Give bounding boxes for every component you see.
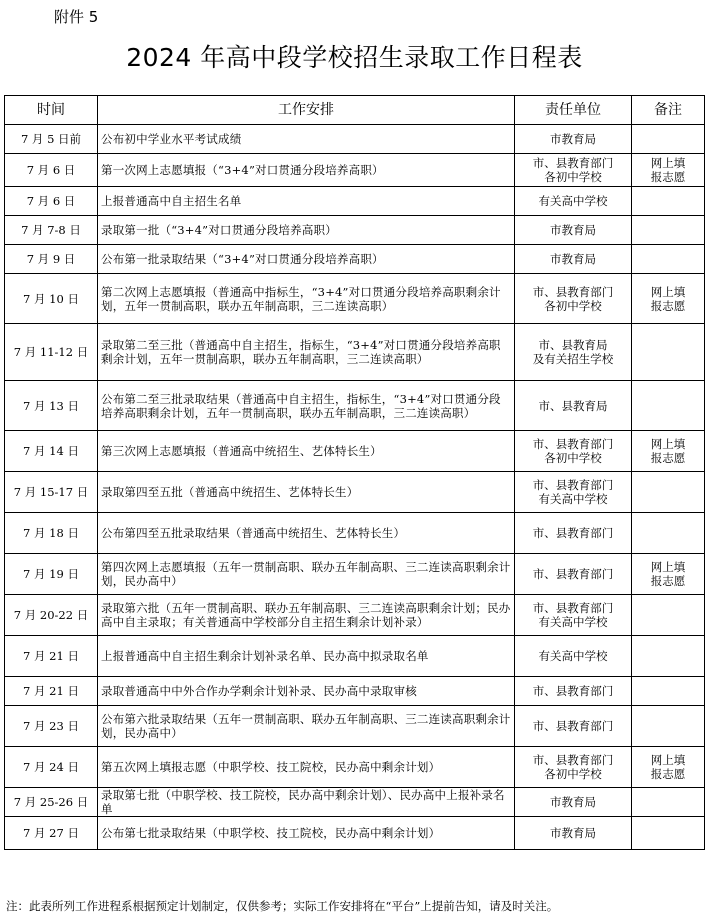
header-task: 工作安排 — [98, 96, 515, 125]
table-row — [5, 706, 705, 747]
cell-time: 7 月 21 日 — [5, 677, 98, 706]
cell-note — [632, 595, 705, 636]
header-dept: 责任单位 — [515, 96, 632, 125]
cell-task: 公布初中学业水平考试成绩 — [98, 125, 515, 154]
cell-note — [632, 817, 705, 850]
cell-note — [632, 431, 705, 472]
table-row — [5, 817, 705, 850]
note-line: 网上填 — [650, 437, 686, 451]
attachment-label: 附件 5 — [54, 8, 99, 26]
table-row — [5, 125, 705, 154]
note-line: 报志愿 — [650, 574, 686, 588]
table-row — [5, 154, 705, 187]
cell-dept — [515, 324, 632, 381]
cell-task: 录取第四至五批（普通高中统招生、艺体特长生） — [98, 472, 515, 513]
cell-task: 录取第六批（五年一贯制高职、联办五年制高职、三二连读高职剩余计划；民办高中自主录取；有关普通高中学校部分自主招生剩余计划补录） — [98, 595, 515, 636]
dept-line: 市教育局 — [550, 826, 596, 840]
cell-dept — [515, 747, 632, 788]
cell-dept — [515, 431, 632, 472]
cell-note — [632, 324, 705, 381]
cell-task: 公布第六批录取结果（五年一贯制高职、联办五年制高职、三二连读高职剩余计划，民办高中） — [98, 706, 515, 747]
schedule-body — [5, 125, 705, 850]
dept-line: 市、县教育部门 — [532, 567, 614, 581]
page-title: 2024 年高中段学校招生录取工作日程表 — [126, 43, 583, 72]
cell-note — [632, 187, 705, 216]
cell-task: 第一次网上志愿填报（“3+4”对口贯通分段培养高职） — [98, 154, 515, 187]
table-row — [5, 431, 705, 472]
table-row — [5, 513, 705, 554]
dept-line: 市、县教育部门 — [532, 719, 614, 733]
schedule-table — [4, 95, 705, 850]
cell-time: 7 月 18 日 — [5, 513, 98, 554]
dept-line: 市、县教育部门 — [532, 437, 614, 451]
cell-time: 7 月 14 日 — [5, 431, 98, 472]
table-row — [5, 472, 705, 513]
cell-time: 7 月 6 日 — [5, 187, 98, 216]
cell-task: 录取第一批（“3+4”对口贯通分段培养高职） — [98, 216, 515, 245]
note-line: 报志愿 — [650, 298, 686, 313]
dept-line: 市、县教育部门 — [532, 526, 614, 540]
cell-note — [632, 747, 705, 788]
note-line: 网上填 — [650, 560, 686, 574]
cell-note — [632, 554, 705, 595]
cell-task: 公布第四至五批录取结果（普通高中统招生、艺体特长生） — [98, 513, 515, 554]
cell-task: 录取第七批（中职学校、技工院校，民办高中剩余计划）、民办高中上报补录名单 — [98, 788, 515, 817]
cell-dept — [515, 187, 632, 216]
cell-time: 7 月 27 日 — [5, 817, 98, 850]
dept-line: 有关高中学校 — [538, 615, 608, 629]
cell-task: 公布第一批录取结果（“3+4”对口贯通分段培养高职） — [98, 245, 515, 274]
cell-time: 7 月 15-17 日 — [5, 472, 98, 513]
cell-task: 录取第二至三批（普通高中自主招生，指标生，“3+4”对口贯通分段培养高职剩余计划，五年一贯制高职，联办五年制高职，三二连读高职） — [98, 324, 515, 381]
dept-line: 市教育局 — [550, 223, 596, 237]
cell-task: 上报普通高中自主招生名单 — [98, 187, 515, 216]
dept-line: 市教育局 — [550, 252, 596, 266]
cell-time: 7 月 19 日 — [5, 554, 98, 595]
cell-note — [632, 125, 705, 154]
cell-task: 第二次网上志愿填报（普通高中指标生，“3+4”对口贯通分段培养高职剩余计划，五年一贯制高职，联办五年制高职，三二连读高职） — [98, 274, 515, 324]
dept-line: 市、县教育局 — [538, 398, 608, 413]
cell-dept — [515, 554, 632, 595]
note-line: 报志愿 — [650, 767, 686, 781]
cell-note — [632, 636, 705, 677]
cell-time: 7 月 9 日 — [5, 245, 98, 274]
table-row — [5, 747, 705, 788]
cell-time: 7 月 5 日前 — [5, 125, 98, 154]
dept-line: 市、县教育部门 — [532, 601, 614, 615]
dept-line: 各初中学校 — [544, 170, 602, 184]
cell-note — [632, 788, 705, 817]
cell-note — [632, 154, 705, 187]
cell-dept — [515, 817, 632, 850]
table-row — [5, 554, 705, 595]
table-row — [5, 216, 705, 245]
table-row — [5, 274, 705, 324]
dept-line: 有关高中学校 — [538, 649, 608, 663]
cell-note — [632, 513, 705, 554]
cell-time: 7 月 25-26 日 — [5, 788, 98, 817]
note-line: 报志愿 — [650, 451, 686, 465]
cell-task: 公布第二至三批录取结果（普通高中自主招生，指标生，“3+4”对口贯通分段培养高职剩余计划，五年一贯制高职，联办五年制高职，三二连读高职） — [98, 381, 515, 431]
cell-dept — [515, 513, 632, 554]
cell-dept — [515, 154, 632, 187]
cell-task: 上报普通高中自主招生剩余计划补录名单、民办高中拟录取名单 — [98, 636, 515, 677]
cell-task: 录取普通高中中外合作办学剩余计划补录、民办高中录取审核 — [98, 677, 515, 706]
cell-time: 7 月 21 日 — [5, 636, 98, 677]
dept-line: 市教育局 — [550, 132, 596, 146]
header-note: 备注 — [632, 96, 705, 125]
dept-line: 及有关招生学校 — [532, 352, 614, 366]
table-row — [5, 677, 705, 706]
cell-dept — [515, 595, 632, 636]
table-row — [5, 595, 705, 636]
cell-note — [632, 274, 705, 324]
cell-note — [632, 245, 705, 274]
table-row — [5, 381, 705, 431]
cell-time: 7 月 10 日 — [5, 274, 98, 324]
cell-time: 7 月 11-12 日 — [5, 324, 98, 381]
dept-line: 各初中学校 — [544, 298, 602, 313]
cell-time: 7 月 7-8 日 — [5, 216, 98, 245]
cell-dept — [515, 788, 632, 817]
dept-line: 市、县教育部门 — [532, 753, 614, 767]
cell-dept — [515, 381, 632, 431]
table-row — [5, 788, 705, 817]
note-line: 网上填 — [650, 284, 686, 299]
cell-dept — [515, 677, 632, 706]
cell-dept — [515, 274, 632, 324]
cell-time: 7 月 20-22 日 — [5, 595, 98, 636]
footnote: 注：此表所列工作进程系根据预定计划制定，仅供参考；实际工作安排将在“平台”上提前告知，请及时关注。 — [6, 899, 559, 913]
dept-line: 市教育局 — [550, 795, 596, 809]
dept-line: 有关高中学校 — [538, 194, 608, 208]
cell-dept — [515, 125, 632, 154]
cell-task: 第五次网上填报志愿（中职学校、技工院校，民办高中剩余计划） — [98, 747, 515, 788]
cell-time: 7 月 13 日 — [5, 381, 98, 431]
dept-line: 各初中学校 — [544, 767, 602, 781]
table-header-row — [5, 96, 705, 125]
note-line: 报志愿 — [650, 170, 686, 184]
cell-note — [632, 677, 705, 706]
dept-line: 市、县教育局 — [538, 338, 608, 352]
dept-line: 各初中学校 — [544, 451, 602, 465]
cell-note — [632, 381, 705, 431]
cell-dept — [515, 216, 632, 245]
table-row — [5, 187, 705, 216]
cell-note — [632, 472, 705, 513]
table-row — [5, 636, 705, 677]
dept-line: 市、县教育部门 — [532, 684, 614, 698]
dept-line: 市、县教育部门 — [532, 156, 614, 170]
cell-time: 7 月 6 日 — [5, 154, 98, 187]
header-time: 时间 — [5, 96, 98, 125]
cell-task: 第四次网上志愿填报（五年一贯制高职、联办五年制高职、三二连读高职剩余计划，民办高中） — [98, 554, 515, 595]
cell-dept — [515, 706, 632, 747]
note-line: 网上填 — [650, 753, 686, 767]
cell-time: 7 月 24 日 — [5, 747, 98, 788]
table-row — [5, 245, 705, 274]
note-line: 网上填 — [650, 156, 686, 170]
cell-time: 7 月 23 日 — [5, 706, 98, 747]
dept-line: 有关高中学校 — [538, 492, 608, 506]
cell-dept — [515, 636, 632, 677]
cell-task: 第三次网上志愿填报（普通高中统招生、艺体特长生） — [98, 431, 515, 472]
dept-line: 市、县教育部门 — [532, 284, 614, 299]
cell-note — [632, 216, 705, 245]
cell-task: 公布第七批录取结果（中职学校、技工院校，民办高中剩余计划） — [98, 817, 515, 850]
cell-note — [632, 706, 705, 747]
dept-line: 市、县教育部门 — [532, 478, 614, 492]
cell-dept — [515, 472, 632, 513]
cell-dept — [515, 245, 632, 274]
table-row — [5, 324, 705, 381]
